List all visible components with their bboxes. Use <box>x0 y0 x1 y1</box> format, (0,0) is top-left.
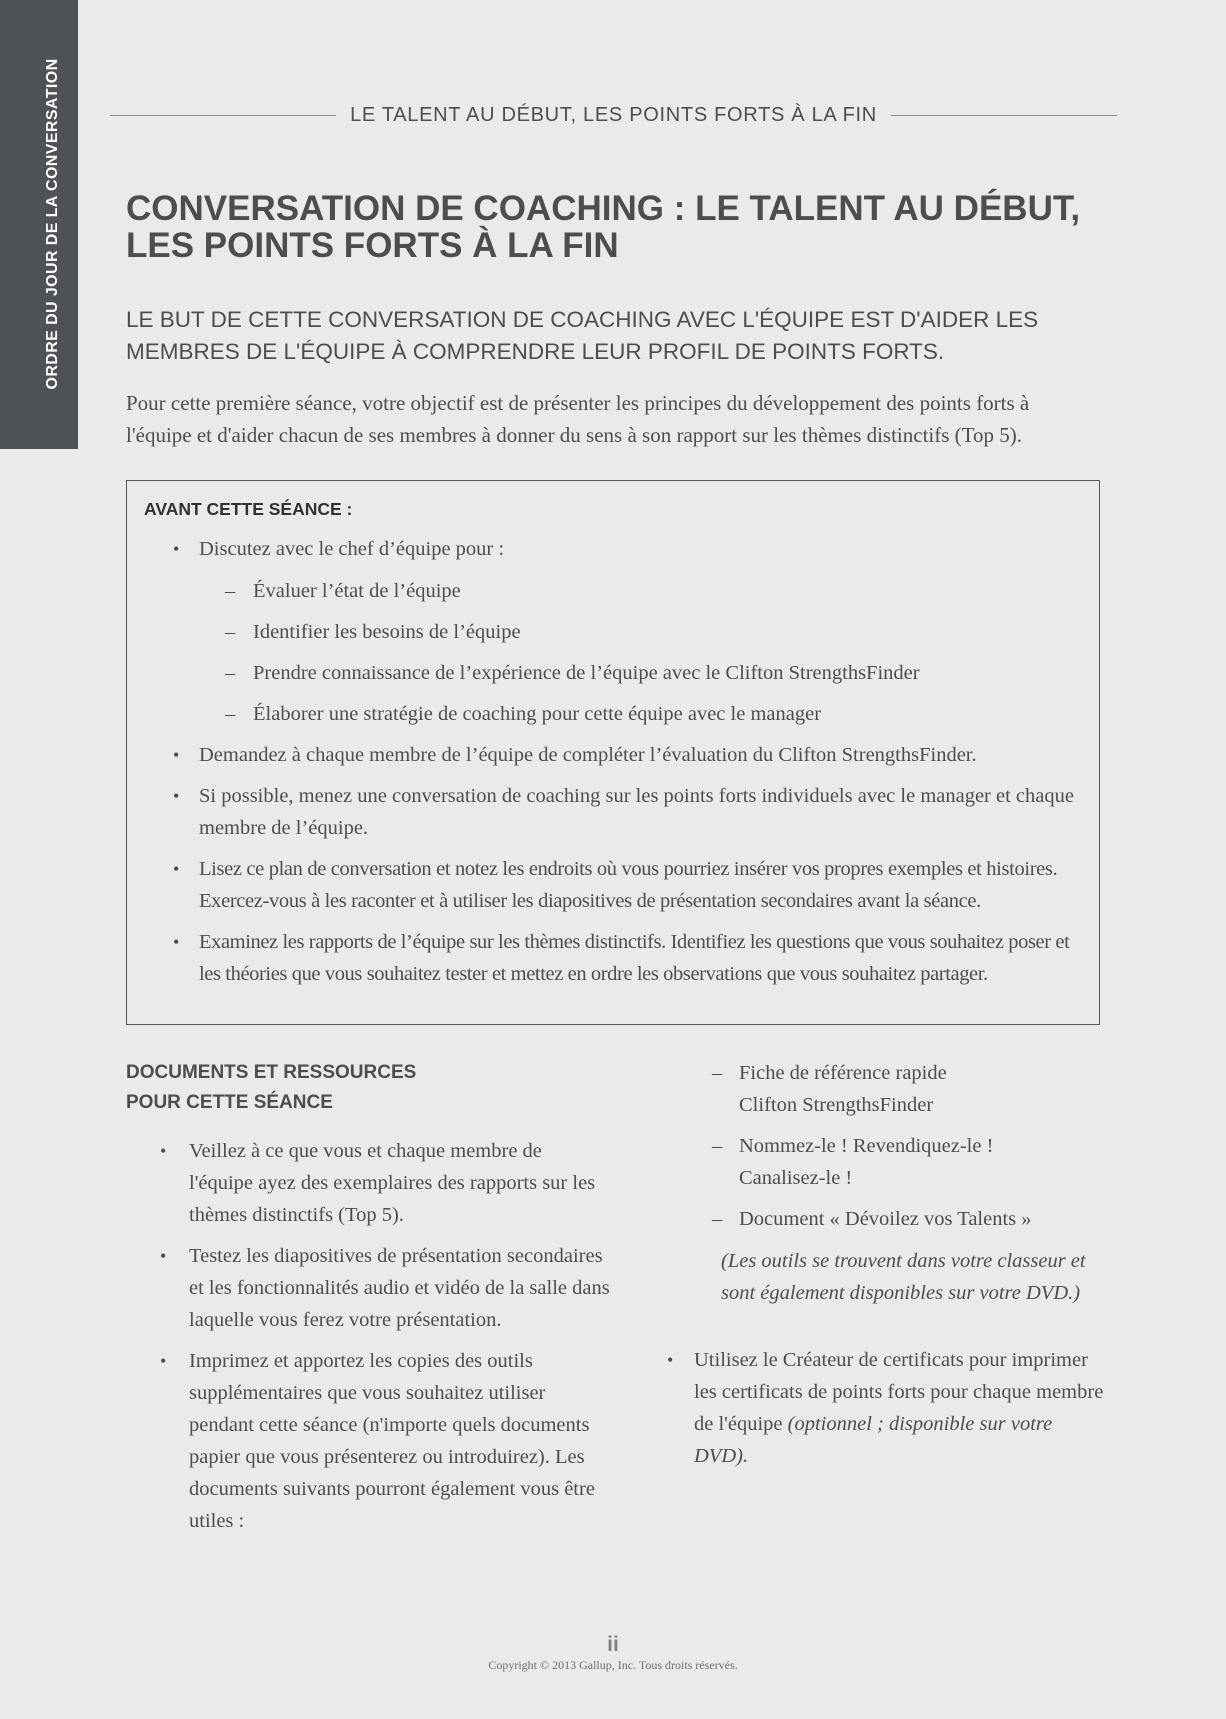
list-item: • Demandez à chaque membre de l’équipe de compléter l’évaluation du Clifton StrengthsFinder. <box>173 739 1078 771</box>
tools-note <box>721 1245 1101 1309</box>
list-item <box>667 1344 1107 1472</box>
list-item: • Si possible, menez une conversation de coaching sur les points forts individuels avec le manager et chaque membre de l’équipe. <box>173 780 1078 844</box>
copyright: Copyright © 2013 Gallup, Inc. Tous droits réservés. <box>488 1658 738 1672</box>
page-title <box>126 190 1086 264</box>
intro-summary-line: MEMBRES DE L'ÉQUIPE À COMPRENDRE LEUR PROFIL DE POINTS FORTS. <box>126 339 945 364</box>
list-item: • Examinez les rapports de l’équipe sur les thèmes distinctifs. Identifiez les questions que vous souhaitez poser et les théories que vous souhaitez tester et mettez en ordre les observations que vous souhaitez partager. <box>173 926 1078 990</box>
list-item: • Lisez ce plan de conversation et notez les endroits où vous pourriez insérer vos propres exemples et histoires. Exercez-vous à les raconter et à utiliser les diapositives de présentation secondaires avant la séance. <box>173 853 1078 917</box>
intro-paragraph-line: Pour cette première séance, votre objectif est de présenter les principes du développement des points forts à <box>126 391 1030 415</box>
tool-item-line: – Fiche de référence rapide <box>739 1062 947 1084</box>
certificate-list <box>667 1344 1107 1472</box>
running-header-label: LE TALENT AU DÉBUT, LES POINTS FORTS À LA FIN <box>350 104 877 126</box>
running-header <box>110 104 1117 127</box>
documents-list <box>160 1135 610 1546</box>
intro-summary <box>126 304 1086 368</box>
tools-note-line: (Les outils se trouvent dans votre classeur et <box>721 1250 1086 1272</box>
tools-list <box>712 1057 1112 1244</box>
sub-list-item: – Identifier les besoins de l’équipe <box>199 616 1078 648</box>
documents-heading-line: DOCUMENTS ET RESSOURCES <box>126 1062 417 1083</box>
tool-item-line: Canalisez-le ! <box>739 1167 853 1189</box>
before-session-heading: AVANT CETTE SÉANCE : <box>144 499 353 519</box>
certificate-text: Utilisez le Créateur de certificats pour imprimer les certificats de points forts pour chaque membre de l'équipe <box>694 1349 1104 1435</box>
before-session-list <box>173 533 1078 999</box>
tool-item-line: – Nommez-le ! Revendiquez-le ! <box>739 1135 994 1157</box>
tool-item-line: – Document « Dévoilez vos Talents » <box>739 1208 1032 1230</box>
side-tab-label: ORDRE DU JOUR DE LA CONVERSATION <box>44 58 61 390</box>
sub-list <box>199 575 1078 730</box>
tool-item <box>712 1130 1112 1194</box>
page-number: ii <box>607 1633 619 1656</box>
documents-heading-line: POUR CETTE SÉANCE <box>126 1092 333 1113</box>
tools-note-line: sont également disponibles sur votre DVD.) <box>721 1282 1081 1304</box>
tool-item-line: Clifton StrengthsFinder <box>739 1094 934 1116</box>
list-item: • Imprimez et apportez les copies des outils supplémentaires que vous souhaitez utiliser pendant cette séance (n'importe quels documents papier que vous présenterez ou introduirez). Les documents suivants pourront également vous être utiles : <box>160 1345 610 1537</box>
tool-item <box>712 1057 1112 1121</box>
before-session-box <box>126 480 1100 1025</box>
header-rule-left <box>110 115 336 116</box>
intro-paragraph-line: l'équipe et d'aider chacun de ses membres à donner du sens à son rapport sur les thèmes distinctifs (Top 5). <box>126 423 1023 447</box>
page-title-line: CONVERSATION DE COACHING : LE TALENT AU DÉBUT, <box>126 189 1081 228</box>
side-tab <box>0 0 78 449</box>
page-title-line: LES POINTS FORTS À LA FIN <box>126 226 619 265</box>
list-item: • Veillez à ce que vous et chaque membre de l'équipe ayez des exemplaires des rapports sur les thèmes distinctifs (Top 5). <box>160 1135 610 1231</box>
header-rule-right <box>891 115 1117 116</box>
tool-item <box>712 1203 1112 1235</box>
sub-list-item: – Évaluer l’état de l’équipe <box>199 575 1078 607</box>
intro-summary-line: LE BUT DE CETTE CONVERSATION DE COACHING AVEC L'ÉQUIPE EST D'AIDER LES <box>126 307 1039 332</box>
certificate-note: (optionnel ; disponible sur votre DVD). <box>694 1413 1053 1467</box>
intro-paragraph <box>126 387 1111 451</box>
list-item: • Testez les diapositives de présentation secondaires et les fonctionnalités audio et vidéo de la salle dans laquelle vous ferez votre présentation. <box>160 1240 610 1336</box>
sub-list-item: – Prendre connaissance de l’expérience de l’équipe avec le Clifton StrengthsFinder <box>199 657 1078 689</box>
documents-heading <box>126 1058 606 1118</box>
list-item-text: Discutez avec le chef d’équipe pour : <box>199 538 505 560</box>
sub-list-item: – Élaborer une stratégie de coaching pour cette équipe avec le manager <box>199 698 1078 730</box>
list-item <box>173 533 1078 730</box>
